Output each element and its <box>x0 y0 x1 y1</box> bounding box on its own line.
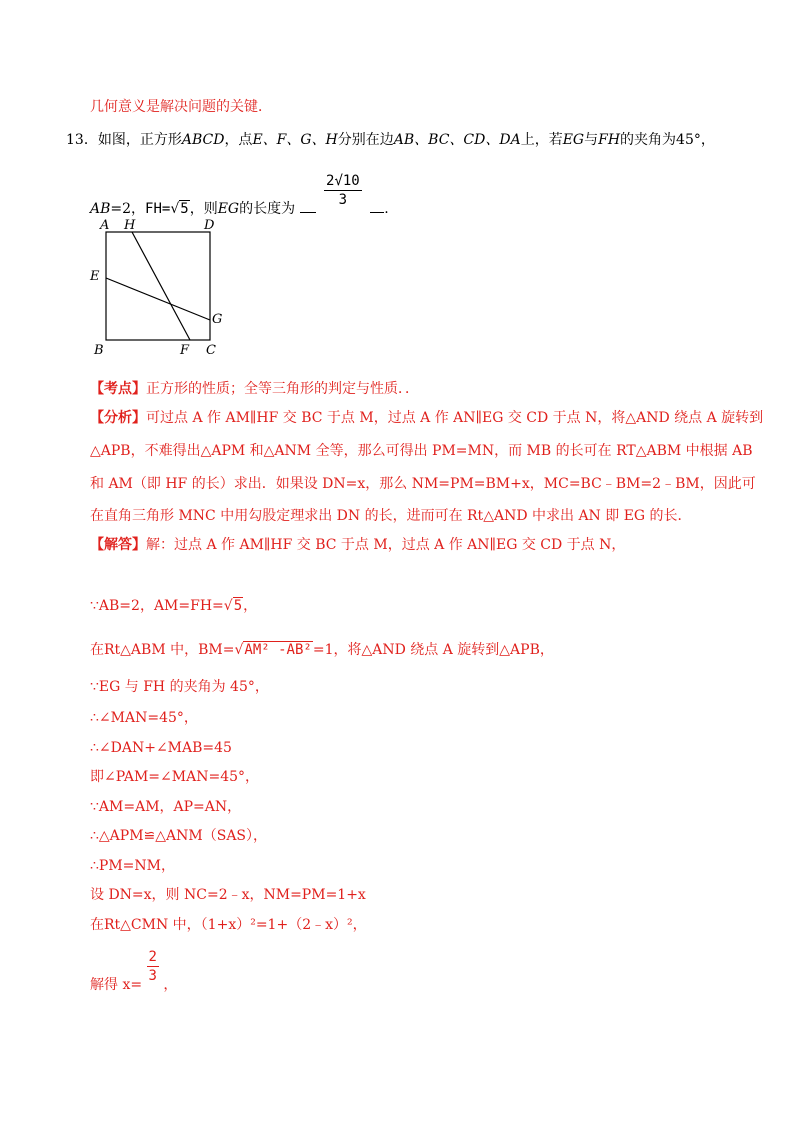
jieda-line: 【解答】解：过点 A 作 AM∥HF 交 BC 于点 M，过点 A 作 AN∥EG 交 CD 于点 N， <box>90 537 626 553</box>
label-c: C <box>206 343 216 358</box>
label-e: E <box>90 269 100 284</box>
fenxi-line-3: 和 AM（即 HF 的长）求出．如果设 DN=x，那么 NM=PM=BM+x，MC=BC﹣BM=2﹣BM，因此可 <box>90 476 756 492</box>
kaodian-line: 【考点】正方形的性质；全等三角形的判定与性质．． <box>90 381 419 397</box>
label-d: D <box>204 218 215 233</box>
answer-fraction: $\frac{2√10}{3}$ <box>326 173 360 208</box>
step-3: ∵EG 与 FH 的夹角为 45°， <box>90 679 269 695</box>
segment-eg <box>106 278 210 320</box>
label-a: A <box>100 218 110 233</box>
kaodian-tag: 【考点】 <box>90 381 146 397</box>
jieda-tag: 【解答】 <box>90 537 146 553</box>
step-4: ∴∠MAN=45°， <box>90 710 198 726</box>
label-g: G <box>212 312 223 327</box>
step-7: ∵AM=AM，AP=AN， <box>90 799 242 815</box>
sqrt-am-ab: √AM² -AB² <box>234 642 312 658</box>
fenxi-line-4: 在直角三角形 MNC 中用勾股定理求出 DN 的长，进而可在 Rt△AND 中求出 AN 即 EG 的长． <box>90 508 692 524</box>
answer-blank-right <box>370 198 384 213</box>
label-f: F <box>180 343 190 358</box>
step-2: 在Rt△ABM 中，BM=√AM² -AB²=1，将△AND 绕点 A 旋转到△APB， <box>90 642 554 658</box>
step-12: 解得 x= $\frac{2}{3}$ ， <box>90 949 178 993</box>
step-6: 即∠PAM=∠MAN=45°， <box>90 769 260 785</box>
fenxi-line-1: 【分析】可过点 A 作 AM∥HF 交 BC 于点 M，过点 A 作 AN∥EG 交 CD 于点 N，将△AND 绕点 A 旋转到 <box>90 410 764 426</box>
fenxi-line-2: △APB，不难得出△APM 和△ANM 全等，那么可得出 PM=MN，而 MB 的长可在 RT△ABM 中根据 AB <box>90 443 753 459</box>
step-5: ∴∠DAN+∠MAB=45 <box>90 740 232 756</box>
square-abcd <box>106 232 210 340</box>
top-note: 几何意义是解决问题的关键． <box>90 99 272 115</box>
step-9: ∴PM=NM， <box>90 858 175 874</box>
fenxi-tag: 【分析】 <box>90 410 146 426</box>
question-line-2: AB=2，FH=√5，则EG的长度为 $\frac{2√10}{3}$ . <box>90 173 389 217</box>
label-b: B <box>94 343 104 358</box>
segment-hf <box>132 232 190 340</box>
question-number: 13． <box>66 132 98 148</box>
step-11: 在Rt△CMN 中，（1+x）²=1+（2﹣x）²， <box>90 917 367 933</box>
step-10: 设 DN=x，则 NC=2﹣x，NM=PM=1+x <box>90 887 366 903</box>
question-line-1: 13．如图，正方形ABCD，点E、F、G、H分别在边AB、BC、CD、DA上，若EG与FH的夹角为45°， <box>66 132 715 148</box>
x-fraction: $\frac{2}{3}$ <box>148 949 157 984</box>
step-1: ∵AB=2，AM=FH=√5， <box>90 598 258 614</box>
sqrt-5: √5 <box>223 598 243 614</box>
fh-sqrt-expression: FH=√5 <box>145 200 189 217</box>
square-figure <box>86 216 236 358</box>
label-h: H <box>124 218 136 233</box>
answer-blank-left <box>300 198 316 213</box>
step-8: ∴△APM≌△ANM（SAS）， <box>90 828 268 844</box>
